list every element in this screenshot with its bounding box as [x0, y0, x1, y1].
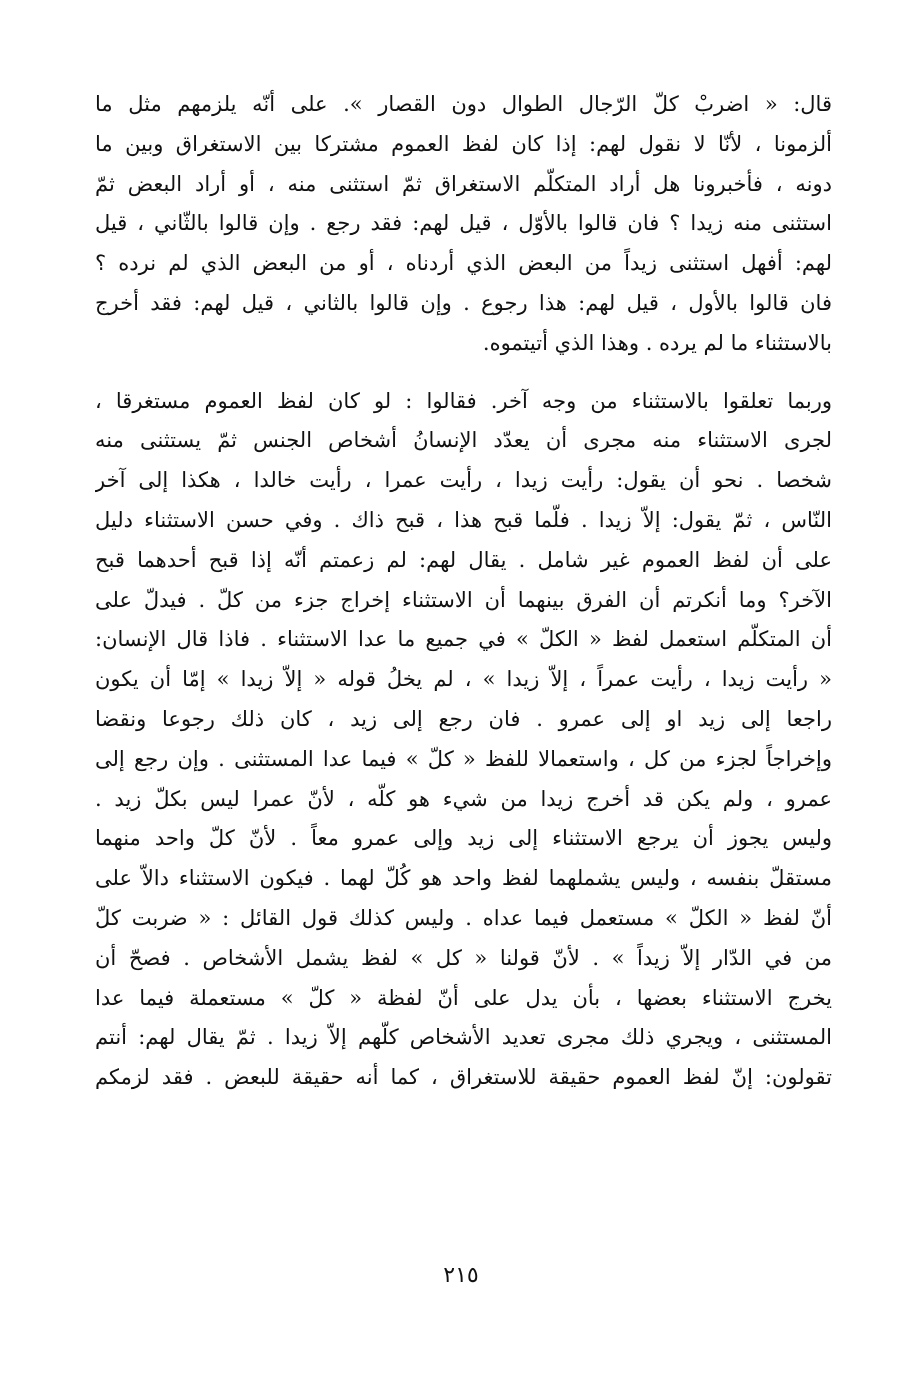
text-line: استثنى منه زيدا ؟ فان قالوا بالأوّل ، قيل لهم: فقد رجع . وإن قالوا بالثّاني ، قيل — [95, 211, 832, 236]
text-line: بالاستثناء ما لم يرده . وهذا الذي أتيتموه. — [482, 330, 832, 355]
text-line: قال: « اضربْ كلّ الرّجال الطوال دون القصار ». على أنّه يلزمهم مثل ما — [95, 92, 832, 116]
paragraph-1 — [95, 85, 832, 364]
text-line: تقولون: إنّ لفظ العموم حقيقة للاستغراق ، كما أنه حقيقة للبعض . فقد لزمكم — [95, 1065, 832, 1090]
text-line: النّاس ، ثمّ يقول: إلاّ زيدا . فلّما قبح هذا ، قبح ذاك . وفي حسن الاستثناء دليل — [95, 507, 832, 532]
paragraph-gap — [95, 364, 832, 382]
text-line: « رأيت زيدا ، رأيت عمراً ، إلاّ زيدا » ، لم يخلُ قوله « إلاّ زيدا » إمّا أن يكون — [95, 667, 832, 692]
text-line: يخرج الاستثناء بعضها ، بأن يدل على أنّ لفظة « كلّ » مستعملة فيما عدا — [95, 985, 832, 1010]
text-line: عمرو ، ولم يكن قد أخرج زيدا من شيء هو كلّه ، لأنّ عمرا ليس بكلّ زيد . — [95, 786, 832, 811]
text-line: لجرى الاستثناء منه مجرى أن يعدّد الإنسانُ أشخاص الجنس ثمّ يستثنى منه — [95, 428, 832, 453]
text-line: وربما تعلقوا بالاستثناء من وجه آخر. فقالوا : لو كان لفظ العموم مستغرقا ، — [95, 388, 832, 413]
text-line: مستقلّ بنفسه ، وليس يشملهما لفظ واحد هو كُلّ لهما . فيكون الاستثناء دالاّ على — [95, 866, 832, 891]
text-line: الآخر؟ وما أنكرتم أن الفرق بينهما أن الاستثناء إخراج جزء من كلّ . فيدلّ على — [95, 587, 832, 612]
text-line: فان قالوا بالأول ، قيل لهم: هذا رجوع . وإن قالوا بالثاني ، قيل لهم: فقد أخرج — [95, 290, 832, 315]
text-line: دونه ، فأخبرونا هل أراد المتكلّم الاستغراق ثمّ استثنى منه ، أو أراد البعض ثمّ — [95, 171, 832, 196]
text-line: أن المتكلّم استعمل لفظ « الكلّ » في جميع ما عدا الاستثناء . فاذا قال الإنسان: — [95, 627, 832, 652]
text-line: لهم: أفهل استثنى زيداً من البعض الذي أردناه ، أو من البعض الذي لم نرده ؟ — [95, 251, 832, 276]
text-line: على أن لفظ العموم غير شامل . يقال لهم: لم زعمتم أنّه إذا قبح أحدهما قبح — [95, 547, 832, 572]
text-line: من في الدّار إلاّ زيداً » . لأنّ قولنا « كل » لفظ يشمل الأشخاص . فصحّ أن — [95, 945, 832, 970]
text-line: ألزمونا ، لأنّا لا نقول لهم: إذا كان لفظ العموم مشتركا بين الاستغراق وبين ما — [95, 131, 832, 156]
text-line: وإخراجاً لجزء من كل ، واستعمالا للفظ « كلّ » فيما عدا المستثنى . وإن رجع إلى — [95, 746, 832, 771]
text-line: وليس يجوز أن يرجع الاستثناء إلى زيد وإلى عمرو معاً . لأنّ كلّ واحد منهما — [95, 826, 832, 851]
page-body — [95, 85, 832, 1098]
text-line: أنّ لفظ « الكلّ » مستعمل فيما عداه . وليس كذلك قول القائل : « ضربت كلّ — [95, 905, 832, 930]
text-line: راجعا إلى زيد او إلى عمرو . فان رجع إلى زيد ، كان ذلك رجوعا ونقضا — [95, 706, 832, 731]
text-line: المستثنى ، ويجري ذلك مجرى تعديد الأشخاص كلّهم إلاّ زيدا . ثمّ يقال لهم: أنتم — [95, 1025, 832, 1050]
paragraph-2 — [95, 382, 832, 1098]
page-number: ٢١٥ — [443, 1263, 479, 1288]
text-line: شخصا . نحو أن يقول: رأيت زيدا ، رأيت عمرا ، رأيت خالدا ، هكذا إلى آخر — [95, 468, 832, 493]
